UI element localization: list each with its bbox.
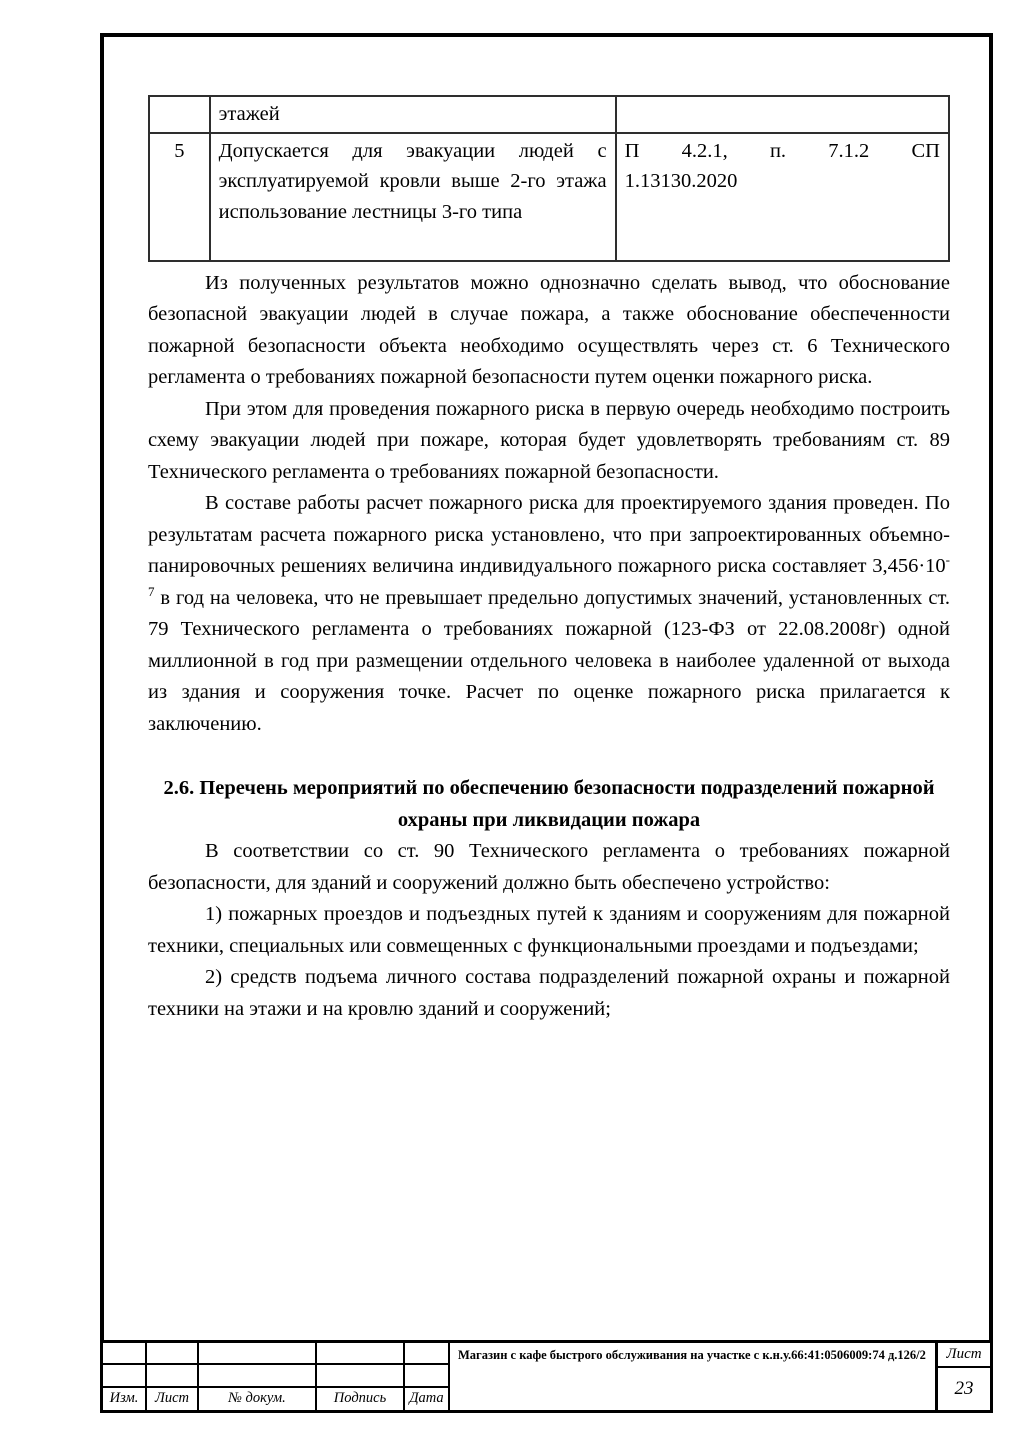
sheet-number: 23 [954, 1378, 974, 1399]
titleblock-empty-cell [199, 1343, 317, 1365]
risk-exponent: -7 [148, 552, 950, 599]
paragraph-evacuation-scheme: При этом для проведения пожарного риска в первую очередь необходимо построить схему эвакуации людей при пожаре, которая будет удовлетворять требованиям ст. 89 Технического регламента о требованиях пожарной безопасности. [148, 397, 950, 483]
list-item-2: 2) средств подъема личного состава подразделений пожарной охраны и пожарной техники на этажи и на кровлю зданий и сооружений; [148, 966, 950, 1020]
title-block-revision-grid [103, 1343, 450, 1410]
titleblock-empty-cell [103, 1343, 147, 1365]
titleblock-empty-cell [147, 1365, 199, 1387]
page-content [148, 95, 950, 1025]
table-row [149, 96, 949, 133]
requirements-table [148, 95, 950, 262]
list-item-1: 1) пожарных проездов и подъездных путей к зданиям и сооружениям для пожарной техники, специальных или совмещенных с функциональными проездами и подъездами; [148, 903, 950, 957]
table-cell-number: 5 [149, 133, 210, 261]
risk-text-after-exponent: в год на человека, что не превышает предельно допустимых значений, установленных ст. 79 Технического регламента о требованиях пожарной (123-ФЗ от 22.08.2008г) одной миллионной в год при размещении отдельного человека в наиболее удаленной от выхода из здания и сооружения точке. Расчет по оценке пожарного риска прилагается к заключению. [148, 586, 950, 735]
titleblock-label-docnum: № докум. [199, 1388, 317, 1410]
titleblock-label-data: Дата [405, 1388, 450, 1410]
project-title: Магазин с кафе быстрого обслуживания на участке с к.н.у.66:41:0506009:74 д.126/2 [450, 1343, 938, 1410]
table-cell-reference: П 4.2.1, п. 7.1.2 СП 1.13130.2020 [616, 133, 949, 261]
titleblock-empty-cell [147, 1343, 199, 1365]
titleblock-label-podpis: Подпись [317, 1388, 405, 1410]
titleblock-label-list: Лист [147, 1388, 199, 1410]
titleblock-empty-cell [103, 1365, 147, 1387]
table-row [149, 133, 949, 261]
titleblock-empty-cell [317, 1343, 405, 1365]
table-cell-number [149, 96, 210, 133]
titleblock-empty-cell [405, 1343, 450, 1365]
paragraph-conclusion: Из полученных результатов можно однозначно сделать вывод, что обоснование безопасной эвакуации людей в случае пожара, а также обоснование обеспеченности пожарной безопасности объекта необходимо осуществлять через ст. 6 Технического регламента о требованиях пожарной безопасности путем оценки пожарного риска. [148, 271, 950, 388]
table-cell-requirement: этажей [210, 96, 616, 133]
table-cell-reference [616, 96, 949, 133]
title-block [100, 1340, 993, 1413]
section-heading: 2.6. Перечень мероприятий по обеспечению безопасности подразделений пожарной охраны при ликвидации пожара [163, 777, 935, 831]
titleblock-empty-cell [317, 1365, 405, 1387]
paragraph-article-90: В соответствии со ст. 90 Технического регламента о требованиях пожарной безопасности, для зданий и сооружений должно быть обеспечено устройство: [148, 840, 950, 894]
sheet-label: Лист [938, 1343, 990, 1368]
titleblock-empty-cell [199, 1365, 317, 1387]
paragraph-risk-calculation [148, 488, 950, 740]
risk-text-before-exponent: В составе работы расчет пожарного риска для проектируемого здания проведен. По результатам расчета пожарного риска установлено, что при запроектированных объемно-панировочных решениях величина индивидуального пожарного риска составляет 3,456·10 [148, 492, 950, 577]
titleblock-empty-cell [405, 1365, 450, 1387]
table-cell-requirement: Допускается для эвакуации людей с эксплуатируемой кровли выше 2-го этажа использование лестницы 3-го типа [210, 133, 616, 261]
sheet-number-block [938, 1343, 990, 1410]
titleblock-label-izm: Изм. [103, 1388, 147, 1410]
